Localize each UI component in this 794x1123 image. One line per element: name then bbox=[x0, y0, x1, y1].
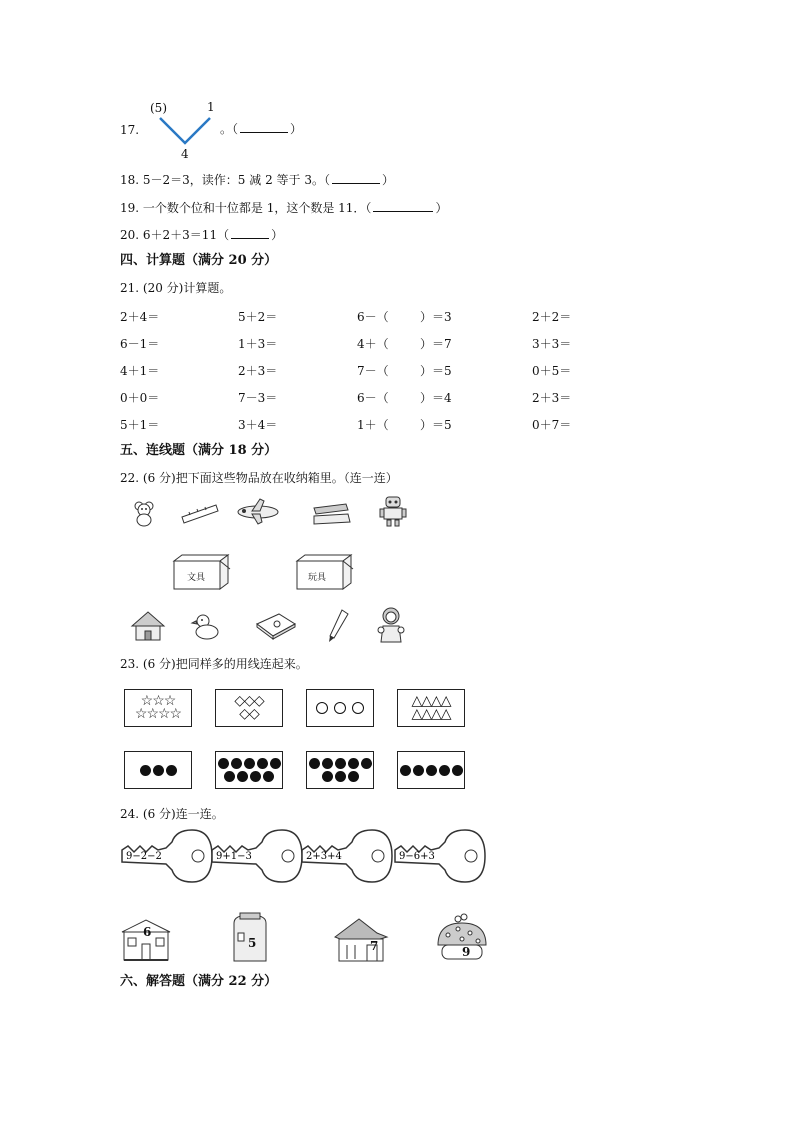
key-2-expression: 9+1−3 bbox=[216, 851, 252, 862]
calc-col4: 0＋5＝ bbox=[532, 364, 572, 378]
dot bbox=[309, 758, 320, 769]
house-9-number: 9 bbox=[462, 945, 471, 959]
duck-icon[interactable] bbox=[192, 612, 222, 642]
section-6-heading: 六、解答题（满分 22 分） bbox=[120, 974, 278, 989]
calc-col1: 0＋0＝ bbox=[120, 391, 160, 405]
q23-title: 23. (6 分)把同样多的用线连起来。 bbox=[120, 657, 308, 671]
q20: 20. 6＋2＋3＝11（ ） bbox=[120, 228, 284, 242]
key-1-expression: 9−2−2 bbox=[126, 851, 162, 862]
calc-col3-left: 4＋（ bbox=[357, 337, 389, 351]
calc-col4: 0＋7＝ bbox=[532, 418, 572, 432]
key-3-expression: 2+3+4 bbox=[306, 851, 342, 862]
dot bbox=[426, 765, 437, 776]
pen-icon[interactable] bbox=[326, 608, 350, 644]
dot bbox=[257, 758, 268, 769]
q17-bottom: 4 bbox=[181, 147, 189, 161]
calc-col1: 2＋4＝ bbox=[120, 310, 160, 324]
calc-col3-right: ）＝3 bbox=[420, 310, 452, 324]
calc-col3-right: ）＝7 bbox=[420, 337, 452, 351]
doll-icon[interactable] bbox=[375, 606, 407, 644]
dot bbox=[348, 771, 359, 782]
calc-col1: 6－1＝ bbox=[120, 337, 160, 351]
house-7-icon[interactable] bbox=[333, 915, 389, 963]
dot bbox=[263, 771, 274, 782]
dot bbox=[335, 771, 346, 782]
dot bbox=[166, 765, 177, 776]
diamond-row-1: ◇◇◇ bbox=[234, 693, 264, 709]
dot bbox=[413, 765, 424, 776]
key-4-expression: 9−6+3 bbox=[399, 851, 435, 862]
star-row-1: ☆☆☆ bbox=[140, 693, 176, 709]
q17-top-left: (5) bbox=[150, 101, 167, 115]
dot bbox=[322, 758, 333, 769]
q19-blank[interactable] bbox=[373, 201, 433, 212]
q17-blank[interactable] bbox=[240, 122, 288, 133]
dot bbox=[140, 765, 151, 776]
calc-col3-left: 1＋（ bbox=[357, 418, 389, 432]
calc-col1: 4＋1＝ bbox=[120, 364, 160, 378]
dot bbox=[237, 771, 248, 782]
q17-answer: 。（ ） bbox=[220, 122, 303, 136]
stapler-icon[interactable] bbox=[310, 500, 352, 526]
q17-number: 17. bbox=[120, 123, 140, 137]
q18-blank[interactable] bbox=[332, 173, 380, 184]
house-6-icon[interactable] bbox=[118, 916, 174, 962]
star-row-2: ☆☆☆☆ bbox=[134, 706, 182, 722]
q22-title: 22. (6 分)把下面这些物品放在收纳箱里。（连一连） bbox=[120, 471, 398, 485]
ruler-icon[interactable] bbox=[180, 503, 220, 523]
q23-box-dots-8[interactable] bbox=[306, 751, 374, 789]
calc-col2: 7－3＝ bbox=[238, 391, 278, 405]
triangle-row-1: △△△△ bbox=[411, 693, 451, 709]
q17-top-right: 1 bbox=[207, 100, 215, 114]
dot bbox=[335, 758, 346, 769]
house-5-number: 5 bbox=[248, 936, 257, 950]
q19: 19. 一个数个位和十位都是 1，这个数是 11．（ ） bbox=[120, 201, 448, 215]
calc-col3-left: 6－（ bbox=[357, 391, 389, 405]
dot bbox=[322, 771, 333, 782]
robot-icon[interactable] bbox=[378, 495, 408, 527]
dot bbox=[153, 765, 164, 776]
dot bbox=[218, 758, 229, 769]
section-5-heading: 五、连线题（满分 18 分） bbox=[120, 443, 278, 458]
dot bbox=[439, 765, 450, 776]
q23-box-stars[interactable] bbox=[124, 689, 192, 727]
toy-box-label: 玩具 bbox=[308, 573, 327, 583]
q21-title: 21. (20 分)计算题。 bbox=[120, 281, 232, 295]
calc-col4: 2＋2＝ bbox=[532, 310, 572, 324]
circle-shape bbox=[334, 702, 346, 714]
q23-box-diamonds[interactable] bbox=[215, 689, 283, 727]
q20-blank[interactable] bbox=[231, 228, 269, 239]
dot bbox=[452, 765, 463, 776]
q18: 18. 5－2＝3，读作：5 减 2 等于 3。（ ） bbox=[120, 173, 394, 187]
key-4-icon[interactable] bbox=[393, 828, 489, 884]
q23-box-circles[interactable] bbox=[306, 689, 374, 727]
q23-box-dots-3[interactable] bbox=[124, 751, 192, 789]
dot bbox=[270, 758, 281, 769]
calc-col3-left: 6－（ bbox=[357, 310, 389, 324]
dot bbox=[361, 758, 372, 769]
key-1-icon[interactable] bbox=[120, 828, 216, 884]
dot bbox=[231, 758, 242, 769]
calc-col3-right: ）＝5 bbox=[420, 364, 452, 378]
key-3-icon[interactable] bbox=[300, 828, 396, 884]
q23-box-triangles[interactable] bbox=[397, 689, 465, 727]
calc-col3-right: ）＝5 bbox=[420, 418, 452, 432]
calc-col3-left: 7－（ bbox=[357, 364, 389, 378]
stationery-box-label: 文具 bbox=[187, 573, 206, 583]
section-4-heading: 四、计算题（满分 20 分） bbox=[120, 253, 278, 268]
dot bbox=[244, 758, 255, 769]
q17-split-diagram bbox=[0, 0, 10, 10]
dot bbox=[400, 765, 411, 776]
dot bbox=[250, 771, 261, 782]
dot bbox=[348, 758, 359, 769]
calc-col1: 5＋1＝ bbox=[120, 418, 160, 432]
q23-box-dots-5[interactable] bbox=[397, 751, 465, 789]
q23-box-dots-9[interactable] bbox=[215, 751, 283, 789]
airplane-icon[interactable] bbox=[236, 497, 280, 525]
house-7-number: 7 bbox=[370, 939, 379, 953]
calc-col4: 3＋3＝ bbox=[532, 337, 572, 351]
calc-col2: 2＋3＝ bbox=[238, 364, 278, 378]
house-6-number: 6 bbox=[143, 925, 152, 939]
calc-col2: 3＋4＝ bbox=[238, 418, 278, 432]
dot bbox=[224, 771, 235, 782]
q24-title: 24. (6 分)连一连。 bbox=[120, 807, 224, 821]
calc-col4: 2＋3＝ bbox=[532, 391, 572, 405]
triangle-row-2: △△△△ bbox=[411, 706, 451, 722]
calc-col2: 5＋2＝ bbox=[238, 310, 278, 324]
pencil-case-icon[interactable] bbox=[255, 612, 297, 640]
circle-shape bbox=[352, 702, 364, 714]
toy-house-icon[interactable] bbox=[128, 608, 168, 642]
circle-shape bbox=[316, 702, 328, 714]
key-2-icon[interactable] bbox=[210, 828, 306, 884]
teddy-bear-icon[interactable] bbox=[130, 498, 160, 528]
diamond-row-2: ◇◇ bbox=[239, 706, 259, 722]
calc-col2: 1＋3＝ bbox=[238, 337, 278, 351]
calc-col3-right: ）＝4 bbox=[420, 391, 452, 405]
